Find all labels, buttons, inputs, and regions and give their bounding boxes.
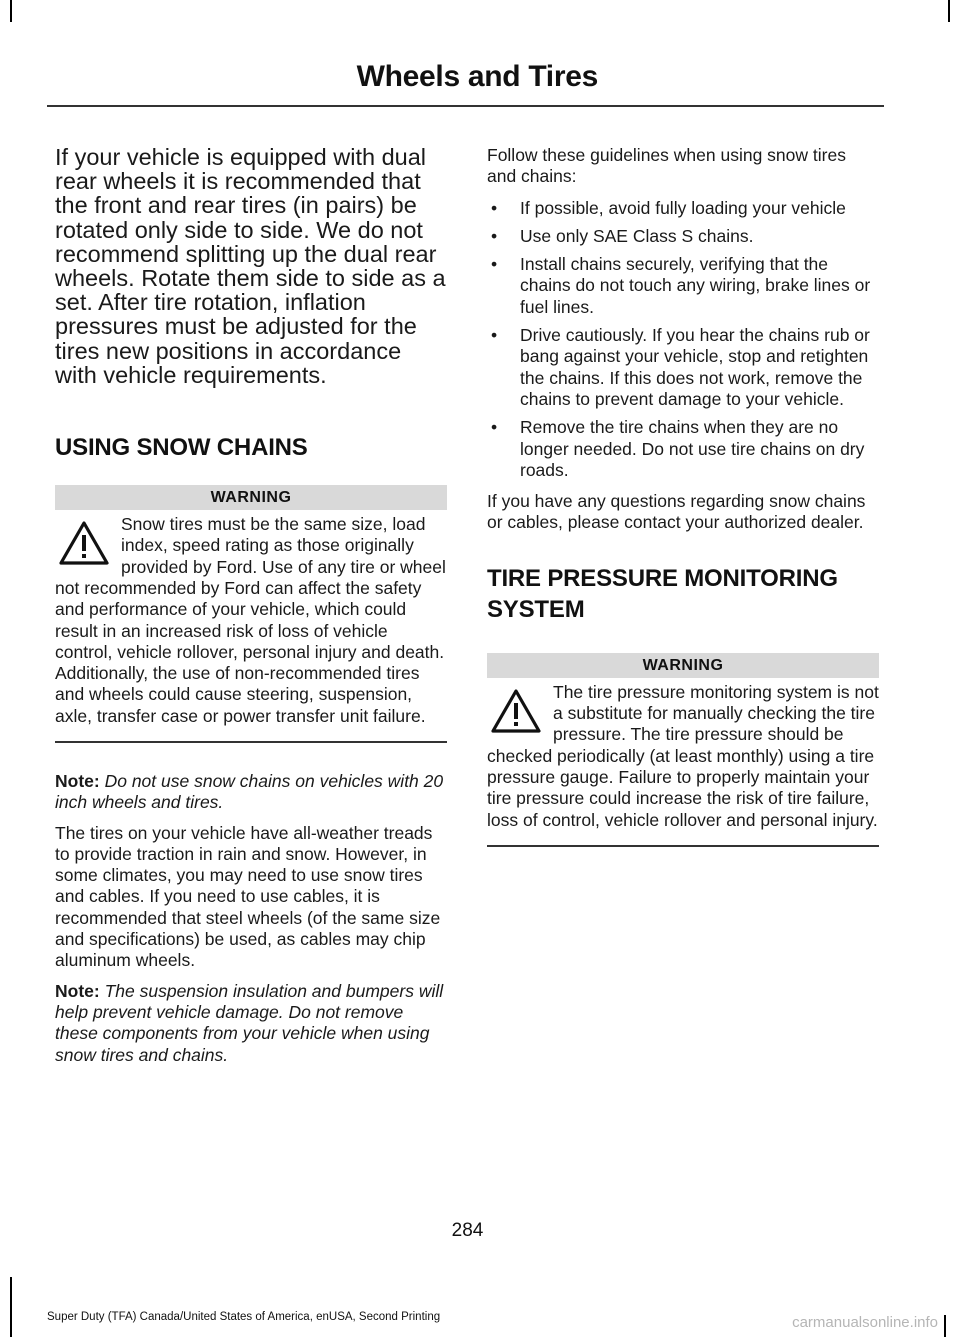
- warning-triangle-icon: [55, 518, 115, 574]
- warning-text: Snow tires must be the same size, load index, speed rating as those originally provided by Ford. Use of any tire or wheel not recommended by Ford can affect the safety and performance of your vehicle, which could result in an increased risk of loss of vehicle control, vehicle rollover, personal injury and death. Additionally, the use of non-recommended tires and wheels could cause steering, suspension, axle, transfer case or power transfer unit failure.: [55, 514, 446, 726]
- left-column: [55, 145, 447, 1075]
- page-header-title: Wheels and Tires: [356, 60, 598, 93]
- warning-box: [487, 678, 879, 847]
- dual-rear-wheels-paragraph: If your vehicle is equipped with dual rear wheels it is recommended that the front and rear tires (in pairs) be rotated only side to side. We do not recommend splitting up the dual rear wheels. Rotate them side to side as a set. After tire rotation, inflation pressures must be adjusted for the tires new positions in accordance with vehicle requirements.: [55, 144, 446, 388]
- warning-label-bar: WARNING: [487, 653, 879, 678]
- list-item-text: Remove the tire chains when they are no longer needed. Do not use tire chains on dry roads.: [520, 417, 865, 480]
- bullet-glyph: •: [491, 197, 498, 218]
- list-item: [487, 417, 879, 481]
- warning-text: The tire pressure monitoring system is not a substitute for manually checking the tire pressure. The tire pressure should be checked periodically (at least monthly) using a tire pressure gauge. Failure to properly maintain your tire pressure could increase the risk of tire failure, loss of control, vehicle rollover and personal injury.: [487, 681, 879, 830]
- bullet-glyph: •: [491, 254, 498, 275]
- warning-label-bar: WARNING: [55, 485, 447, 510]
- bullet-glyph: •: [491, 225, 498, 246]
- note-suspension-insulation: [55, 981, 447, 1066]
- list-item: [487, 198, 879, 219]
- crop-mark: [10, 1277, 12, 1337]
- crop-mark: [10, 0, 12, 22]
- page-number: 284: [451, 1220, 484, 1241]
- note-text: Do not use snow chains on vehicles with 20 inch wheels and tires.: [55, 771, 444, 813]
- bullet-glyph: •: [491, 325, 498, 346]
- footer-printing-info: Super Duty (TFA) Canada/United States of America, enUSA, Second Printing: [47, 1311, 441, 1323]
- header-divider: [47, 105, 884, 107]
- crop-mark: [944, 1315, 946, 1337]
- list-item: [487, 325, 879, 410]
- warning-triangle-icon: [487, 686, 547, 742]
- note-text: The suspension insulation and bumpers will help prevent vehicle damage. Do not remove these components from your vehicle when using snow tires and chains.: [55, 980, 444, 1065]
- list-item-text: Install chains securely, verifying that the chains do not touch any wiring, brake lines or fuel lines.: [520, 254, 871, 317]
- right-column: [487, 145, 879, 847]
- note-20-inch-wheels: [55, 771, 447, 814]
- snow-chain-guidelines-list: [487, 198, 879, 482]
- section-heading-snow-chains: USING SNOW CHAINS: [55, 434, 308, 462]
- list-item-text: Use only SAE Class S chains.: [520, 225, 754, 246]
- guidelines-intro: Follow these guidelines when using snow tires and chains:: [487, 145, 846, 187]
- note-label: Note:: [55, 980, 100, 1001]
- dealer-contact-paragraph: If you have any questions regarding snow chains or cables, please contact your authorized dealer.: [487, 491, 866, 533]
- warning-box: [55, 510, 447, 743]
- watermark: carmanualsonline.info: [792, 1314, 938, 1331]
- section-heading-tpms: [487, 563, 879, 625]
- list-item-text: Drive cautiously. If you hear the chains rub or bang against your vehicle, stop and retighten the chains. If this does not work, remove the chains to prevent damage to your vehicle.: [520, 325, 870, 409]
- crop-mark: [948, 0, 950, 22]
- list-item: [487, 254, 879, 318]
- list-item: [487, 226, 879, 247]
- list-item-text: If possible, avoid fully loading your vehicle: [520, 197, 846, 218]
- heading-line: SYSTEM: [487, 595, 585, 623]
- all-weather-tires-paragraph: The tires on your vehicle have all-weather treads to provide traction in rain and snow. However, in some climates, you may need to use snow tires and cables. If you need to use cables, it is recommended that steel wheels (of the same size and specifications) be used, as cables may chip aluminum wheels.: [55, 822, 441, 971]
- heading-line: TIRE PRESSURE MONITORING: [487, 564, 838, 592]
- bullet-glyph: •: [491, 417, 498, 438]
- note-label: Note:: [55, 771, 100, 791]
